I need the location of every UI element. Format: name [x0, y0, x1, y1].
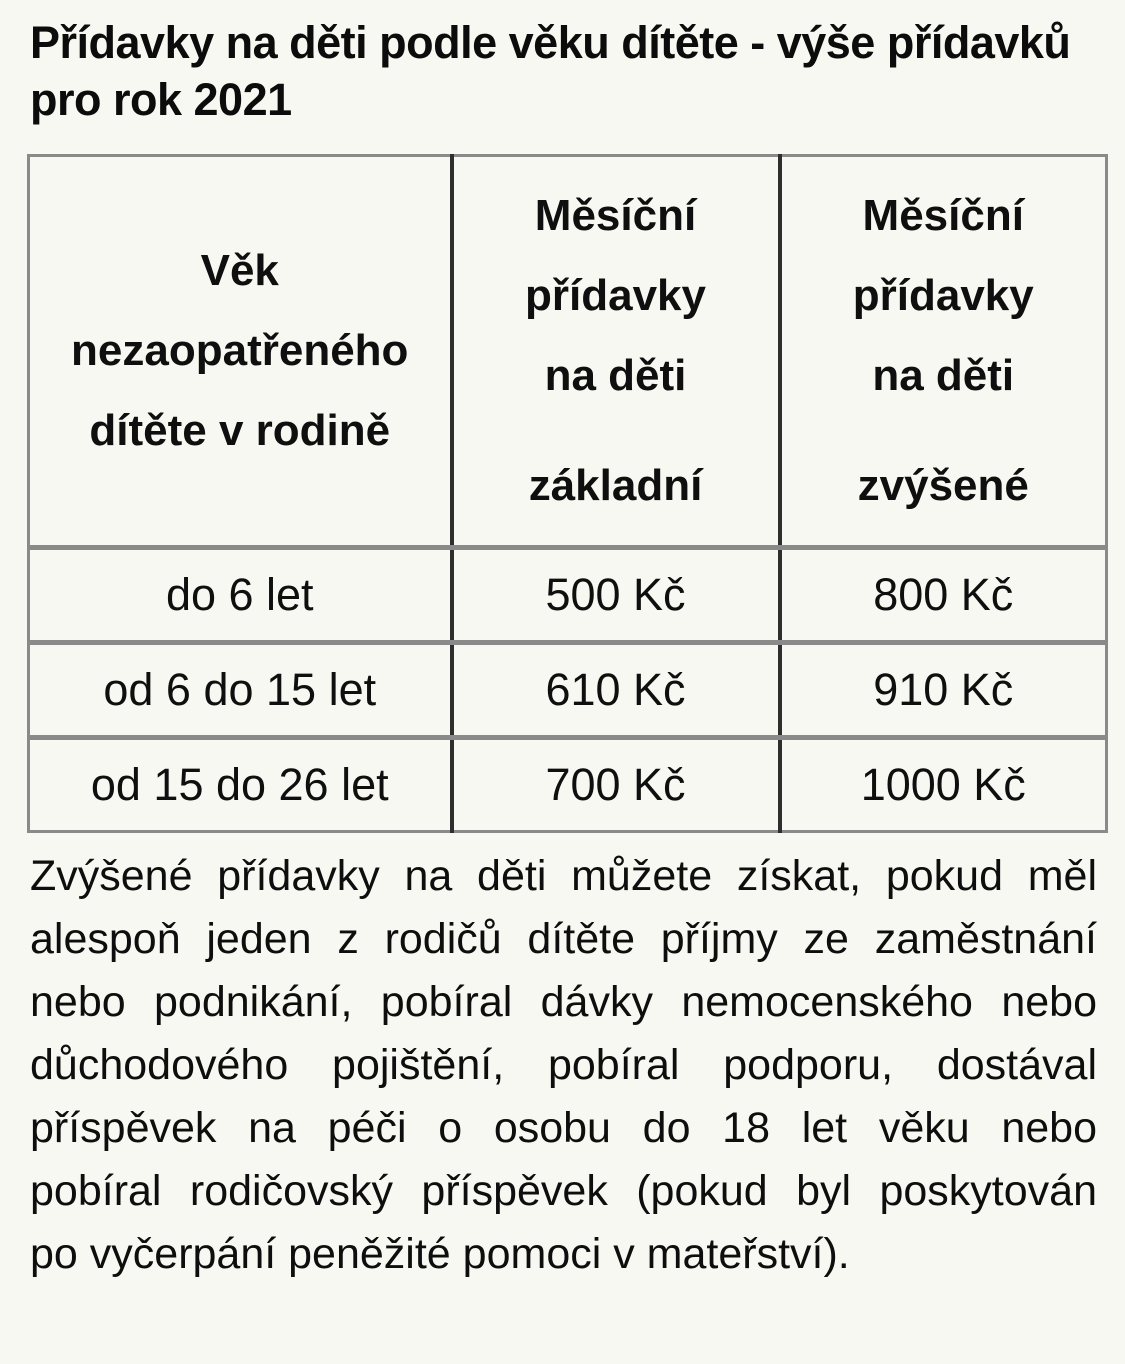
header-basic-line: přídavky: [525, 271, 706, 320]
increased-amount-cell: 800 Kč: [780, 548, 1107, 643]
note-line: alespoň jeden z rodičů dítěte příjmy ze zaměstnání: [30, 915, 1097, 963]
child-allowance-table: [27, 154, 1108, 833]
header-age-line: Věk: [200, 246, 279, 295]
note-line: nebo podnikání, pobíral dávky nemocenského nebo: [30, 978, 1097, 1026]
table-row: [29, 738, 1107, 832]
basic-amount-cell: 610 Kč: [452, 643, 780, 738]
age-cell: do 6 let: [29, 548, 452, 643]
note-line: Zvýšené přídavky na děti můžete získat, pokud měl: [30, 852, 1097, 900]
page-title: [30, 14, 1105, 128]
page-title-line-2: pro rok 2021: [30, 74, 292, 125]
header-increased-variant-label: zvýšené: [857, 461, 1029, 510]
header-basic-variant-label: základní: [528, 461, 703, 510]
header-basic-line: na děti: [544, 351, 687, 400]
increased-amount-cell: 910 Kč: [780, 643, 1107, 738]
header-increased-line: Měsíční: [862, 191, 1024, 240]
table-row: [29, 643, 1107, 738]
note-paragraph: [30, 845, 1097, 1286]
basic-amount-cell: 700 Kč: [452, 738, 780, 832]
header-cell-age: [29, 156, 452, 548]
table-row: [29, 548, 1107, 643]
header-basic-line: Měsíční: [534, 191, 697, 240]
age-cell: od 6 do 15 let: [29, 643, 452, 738]
header-cell-basic-allowance: [452, 156, 780, 548]
basic-amount-cell: 500 Kč: [452, 548, 780, 643]
note-line: důchodového pojištění, pobíral podporu, dostával: [30, 1041, 1097, 1089]
header-age-line: dítěte v rodině: [89, 406, 391, 455]
header-cell-increased-allowance: [780, 156, 1107, 548]
page-title-line-1: Přídavky na děti podle věku dítěte - výše přídavků: [30, 17, 1071, 68]
note-line: pobíral rodičovský příspěvek (pokud byl poskytován: [30, 1167, 1097, 1215]
header-age-line: nezaopatřeného: [71, 326, 409, 375]
header-increased-line: na děti: [872, 351, 1015, 400]
age-cell: od 15 do 26 let: [29, 738, 452, 832]
note-line: po vyčerpání peněžité pomoci v mateřství).: [30, 1230, 850, 1278]
increased-amount-cell: 1000 Kč: [780, 738, 1107, 832]
note-line: příspěvek na péči o osobu do 18 let věku nebo: [30, 1104, 1097, 1152]
header-increased-line: přídavky: [852, 271, 1034, 320]
table-header-row: [29, 156, 1107, 548]
